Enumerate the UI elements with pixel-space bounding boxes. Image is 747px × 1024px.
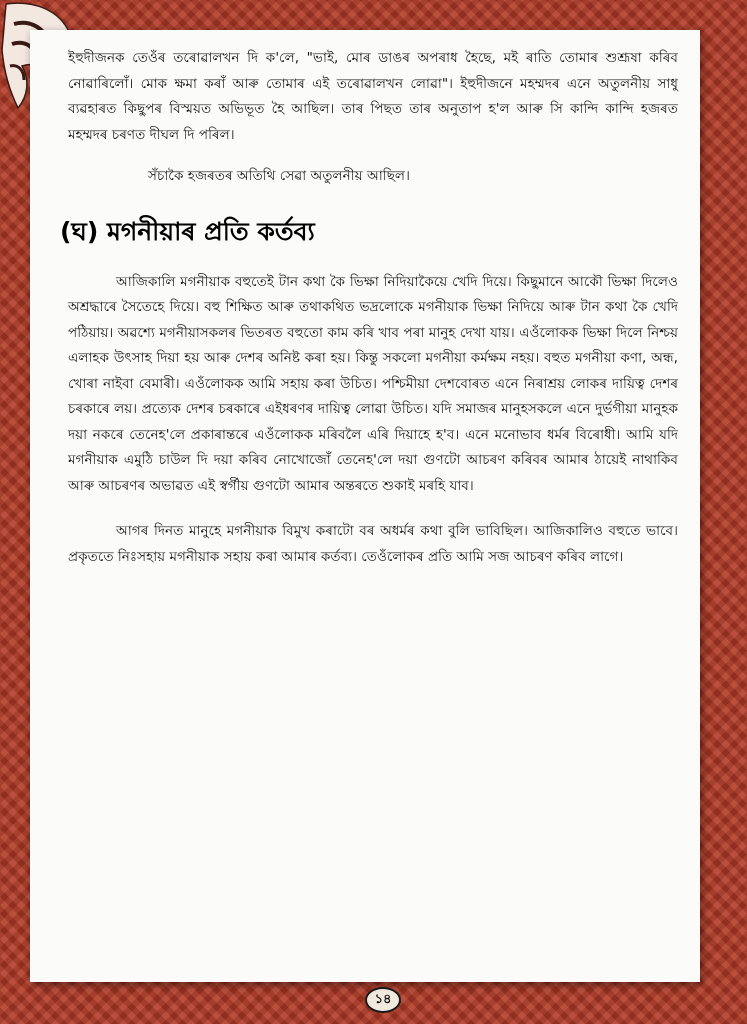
page-number: ১৪	[365, 987, 401, 1013]
document-page	[30, 30, 700, 982]
paragraph-body-one: আজিকালি মগনীয়াক বহুতেই টান কথা কৈ ভিক্ষা নিদিয়াকৈয়ে খেদি দিয়ে। কিছুমানে আকৌ ভিক্ষা দিলেও অশ্ৰদ্ধাৰে সৈতেহে দিয়ে। বহু শিক্ষিত আৰু তথাকথিত ভদ্ৰলোকে মগনীয়াক ভিক্ষা নিদিয়ে আৰু টান কথা কৈ খেদি পঠিয়ায়। অৱশ্যে মগনীয়াসকলৰ ভিতৰত বহুতো কাম কৰি খাব পৰা মানুহ দেখা যায়। এওঁলোকক ভিক্ষা দিলে নিশ্চয় এলাহক উৎসাহ দিয়া হয় আৰু দেশৰ অনিষ্ট কৰা হয়। কিন্তু সকলো মগনীয়া কৰ্মক্ষম নহয়। বহুত মগনীয়া কণা, অন্ধ, খোৰা নাইবা বেমাৰী। এওঁলোকক আমি সহায় কৰা উচিত। পশ্চিমীয়া দেশবোৰত এনে নিৰাশ্ৰয় লোকৰ দায়িত্ব দেশৰ চৰকাৰে লয়। প্ৰত্যেক দেশৰ চৰকাৰে এইধৰণৰ দায়িত্ব লোৱা উচিত। যদি সমাজৰ মানুহসকলে এনে দুৰ্ভগীয়া মানুহক দয়া নকৰে তেনেহ'লে প্ৰকাৰান্তৰে এওঁলোকক মৰিবলৈ এৰি দিয়াহে হ'ব। এনে মনোভাব ধৰ্মৰ বিৰোধী। আমি যদি মগনীয়াক এমুঠি চাউল দি দয়া কৰিব নোখোজোঁ তেনেহ'লে দয়া গুণটো আচৰণ কৰিবৰ আমাৰ ঠায়েই নাথাকিব আৰু আচৰণৰ অভাৱত এই স্বৰ্গীয় গুণটো আমাৰ অন্তৰতে শুকাই মৰহি যাব।	[68, 273, 678, 494]
section-heading: (ঘ) মগনীয়াৰ প্ৰতি কৰ্তব্য	[60, 216, 315, 246]
paragraph-body-two: আগৰ দিনত মানুহে মগনীয়াক বিমুখ কৰাটো বৰ অধৰ্মৰ কথা বুলি ভাবিছিল। আজিকালিও বহুতে ভাবে। প্ৰকৃততে নিঃসহায় মগনীয়াক সহায় কৰা আমাৰ কৰ্তব্য। তেওঁলোকৰ প্ৰতি আমি সজ আচৰণ কৰিব লাগে।	[68, 523, 678, 565]
paragraph-intro: ইহুদীজনক তেওঁৰ তৰোৱালখন দি ক'লে, "ভাই, মোৰ ডাঙৰ অপৰাধ হৈছে, মই ৰাতি তোমাৰ শুশ্ৰূষা কৰিব নোৱাৰিলোঁ। মোক ক্ষমা কৰাঁ আৰু তোমাৰ এই তৰোৱালখন লোৱা"। ইহুদীজনে মহম্মদৰ এনে অতুলনীয় সাধু ব্যৱহাৰত কিছুপৰ বিস্ময়ত অভিভূত হৈ আছিল। তাৰ পিছত তাৰ অনুতাপ হ'ল আৰু সি কান্দি কান্দি হজৰত মহম্মদৰ চৰণত দীঘল দি পৰিল।	[68, 50, 678, 143]
paragraph-note: সঁচাকৈ হজৰতৰ অতিথি সেৱা অতুলনীয় আছিল।	[148, 168, 410, 184]
